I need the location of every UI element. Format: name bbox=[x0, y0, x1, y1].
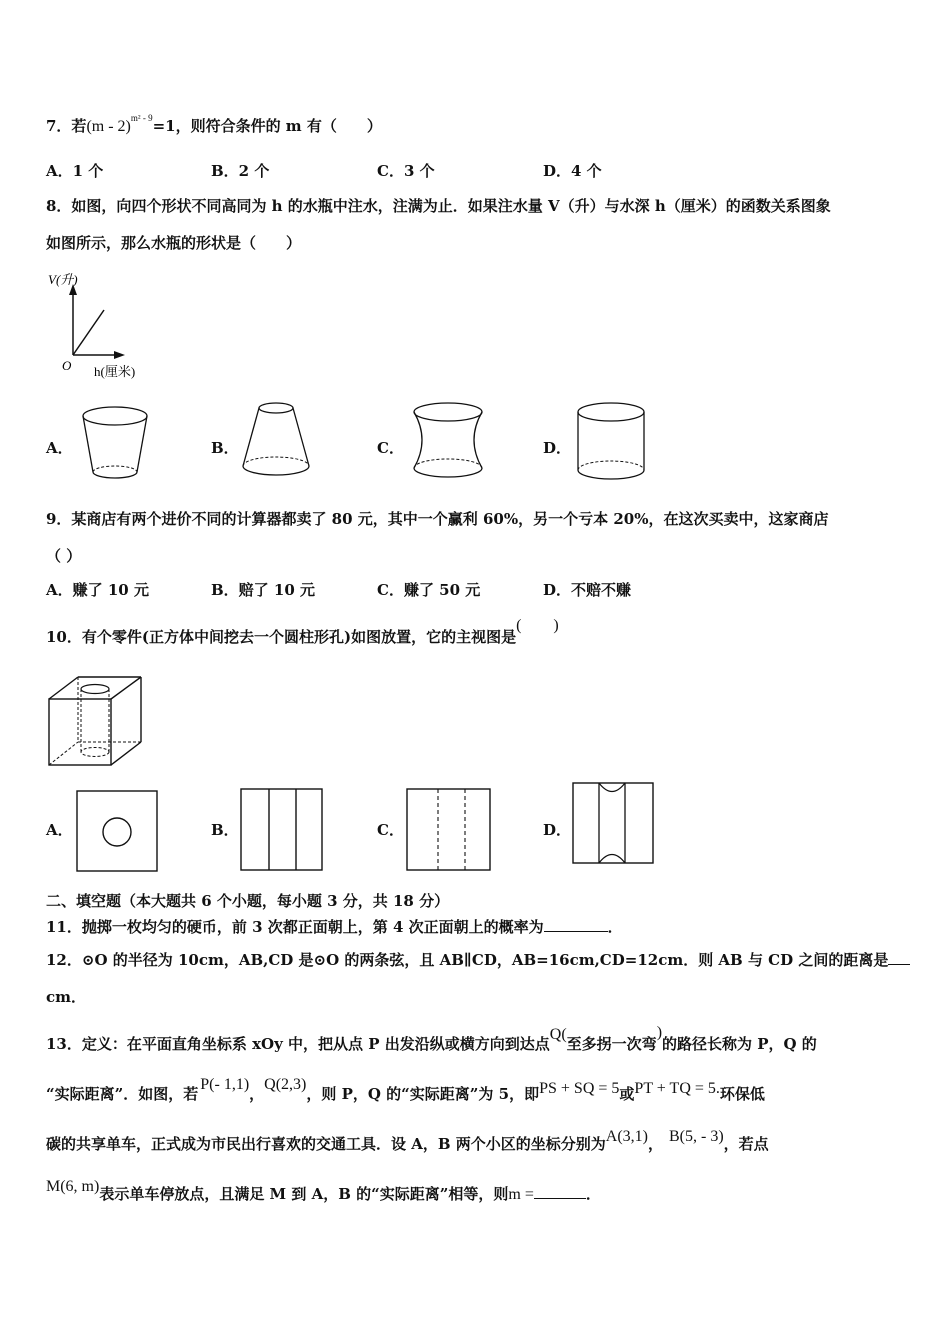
q11-stem-end: ． bbox=[607, 918, 623, 936]
q8-stem-line2: 如图所示，那么水瓶的形状是（ ） bbox=[46, 234, 302, 252]
q8-stem-line1: 8．如图，向四个形状不同高同为 h 的水瓶中注水，注满为止．如果注水量 V（升）与水深 h（厘米）的函数关系图象 bbox=[46, 197, 831, 215]
q10-view-c-dashed-lines bbox=[406, 788, 492, 872]
q7-option-b: B．2 个 bbox=[211, 162, 270, 180]
q13-line1-text-c: 的路径长称为 P，Q 的 bbox=[662, 1035, 817, 1053]
q13-line1-paren: ) bbox=[656, 1024, 663, 1041]
q13-line2 bbox=[46, 1076, 765, 1105]
q9-stem-line2: （ ） bbox=[46, 547, 82, 565]
q10-cube-with-hole bbox=[46, 672, 146, 770]
q11-stem-text: 11．抛掷一枚均匀的硬币，前 3 次都正面朝上，第 4 次正面朝上的概率为 bbox=[46, 918, 544, 936]
q8-option-c-label: C． bbox=[377, 439, 404, 457]
q11-stem bbox=[46, 917, 623, 937]
q13-line2-sep: ， bbox=[249, 1085, 265, 1103]
q13-line1-text-b: 至多拐一次弯 bbox=[566, 1035, 657, 1053]
q7-option-a: A．1 个 bbox=[46, 162, 104, 180]
q8-bottle-a-cup bbox=[80, 402, 152, 484]
q12-stem-text: 12．⊙O 的半径为 10cm，AB,CD 是⊙O 的两条弦，且 AB∥CD，AB=16cm,CD=12cm．则 AB 与 CD 之间的距离是 bbox=[46, 951, 889, 969]
q13-line2-text-a: “实际距离”．如图，若 bbox=[46, 1085, 199, 1103]
q13-line2-text-b: ，则 P，Q 的“实际距离”为 5，即 bbox=[306, 1085, 540, 1103]
q7-stem bbox=[46, 113, 382, 138]
q8-option-b-label: B． bbox=[211, 439, 239, 457]
q12-stem-line2: cm． bbox=[46, 988, 87, 1006]
q13-answer-blank[interactable] bbox=[534, 1184, 586, 1199]
q7-stem-rest: =1，则符合条件的 m 有（ ） bbox=[152, 117, 382, 135]
q9-stem-line1: 9．某商店有两个进价不同的计算器都卖了 80 元，其中一个赢利 60%，另一个亏本 20%，在这次买卖中，这家商店 bbox=[46, 510, 829, 528]
q13-point-p: P(- 1,1) bbox=[200, 1076, 250, 1093]
q12-answer-blank[interactable] bbox=[888, 950, 910, 965]
q13-point-m: M(6, m) bbox=[46, 1178, 100, 1195]
q13-line4 bbox=[46, 1178, 601, 1205]
q10-option-a-label: A． bbox=[46, 821, 73, 839]
q8-volume-depth-graph bbox=[40, 268, 150, 380]
q10-answer-paren: ( ) bbox=[516, 617, 559, 634]
q13-point-a: A(3,1) bbox=[605, 1128, 648, 1145]
q8-option-d-label: D． bbox=[543, 439, 572, 457]
q13-line3-sep: ， bbox=[647, 1135, 663, 1153]
q10-option-d-label: D． bbox=[543, 821, 572, 839]
q10-view-d-cylinder bbox=[572, 782, 656, 866]
q7-number: 7．若 bbox=[46, 117, 87, 135]
q11-answer-blank[interactable] bbox=[544, 917, 608, 932]
q7-option-d: D．4 个 bbox=[543, 162, 602, 180]
q12-stem-line1 bbox=[46, 950, 910, 970]
q7-option-c: C．3 个 bbox=[377, 162, 435, 180]
q10-option-c-label: C． bbox=[377, 821, 404, 839]
q8-graph-y-label: V(升) bbox=[48, 272, 78, 287]
q13-point-b: B(5, - 3) bbox=[669, 1128, 724, 1145]
q8-bottle-b-frustum bbox=[240, 400, 312, 482]
q7-expression-exponent: m² - 9 bbox=[130, 113, 153, 123]
q13-line1-text-a: 13．定义：在平面直角坐标系 xOy 中，把从点 P 出发沿纵或横方向到达点 bbox=[46, 1035, 550, 1053]
q8-graph-x-label: h(厘米) bbox=[94, 364, 136, 379]
q9-option-c: C．赚了 50 元 bbox=[377, 581, 481, 599]
q13-line3-text-b: ，若点 bbox=[723, 1135, 769, 1153]
section-2-title: 二、填空题（本大题共 6 个小题，每小题 3 分，共 18 分） bbox=[46, 892, 450, 910]
q9-option-b: B．赔了 10 元 bbox=[211, 581, 315, 599]
q8-bottle-c-hourglass bbox=[410, 400, 486, 482]
q8-bottle-d-cylinder bbox=[574, 400, 648, 484]
q9-option-a: A．赚了 10 元 bbox=[46, 581, 149, 599]
q10-stem bbox=[46, 617, 559, 648]
q10-option-b-label: B． bbox=[211, 821, 239, 839]
q13-line4-end: ． bbox=[585, 1185, 601, 1203]
q10-view-b-solid-lines bbox=[240, 788, 324, 872]
q13-line2-or: 或 bbox=[619, 1085, 635, 1103]
q13-equation-ps-sq: PS + SQ = 5 bbox=[539, 1080, 620, 1097]
q13-line3-text-a: 碳的共享单车，正式成为市民出行喜欢的交通工具．设 A，B 两个小区的坐标分别为 bbox=[46, 1135, 606, 1153]
q13-line4-text-a: 表示单车停放点，且满足 M 到 A，B 的“实际距离”相等，则 bbox=[99, 1185, 509, 1203]
q13-equation-pt-tq: PT + TQ = 5. bbox=[634, 1080, 720, 1097]
q10-view-a-square-circle bbox=[76, 790, 158, 872]
q9-option-d: D．不赔不赚 bbox=[543, 581, 632, 599]
q10-stem-text: 10．有个零件(正方体中间挖去一个圆柱形孔)如图放置，它的主视图是 bbox=[46, 628, 517, 646]
q13-line1 bbox=[46, 1024, 817, 1055]
q13-point-q: Q(2,3) bbox=[264, 1076, 307, 1093]
q13-line2-text-c: 环保低 bbox=[719, 1085, 765, 1103]
q8-graph-origin: O bbox=[62, 358, 72, 373]
q7-expression-base: (m - 2) bbox=[86, 118, 131, 135]
q13-point-q-open: Q( bbox=[549, 1026, 567, 1043]
q8-option-a-label: A． bbox=[46, 439, 73, 457]
q13-m-equals: m = bbox=[508, 1186, 534, 1203]
q13-line3 bbox=[46, 1128, 769, 1155]
